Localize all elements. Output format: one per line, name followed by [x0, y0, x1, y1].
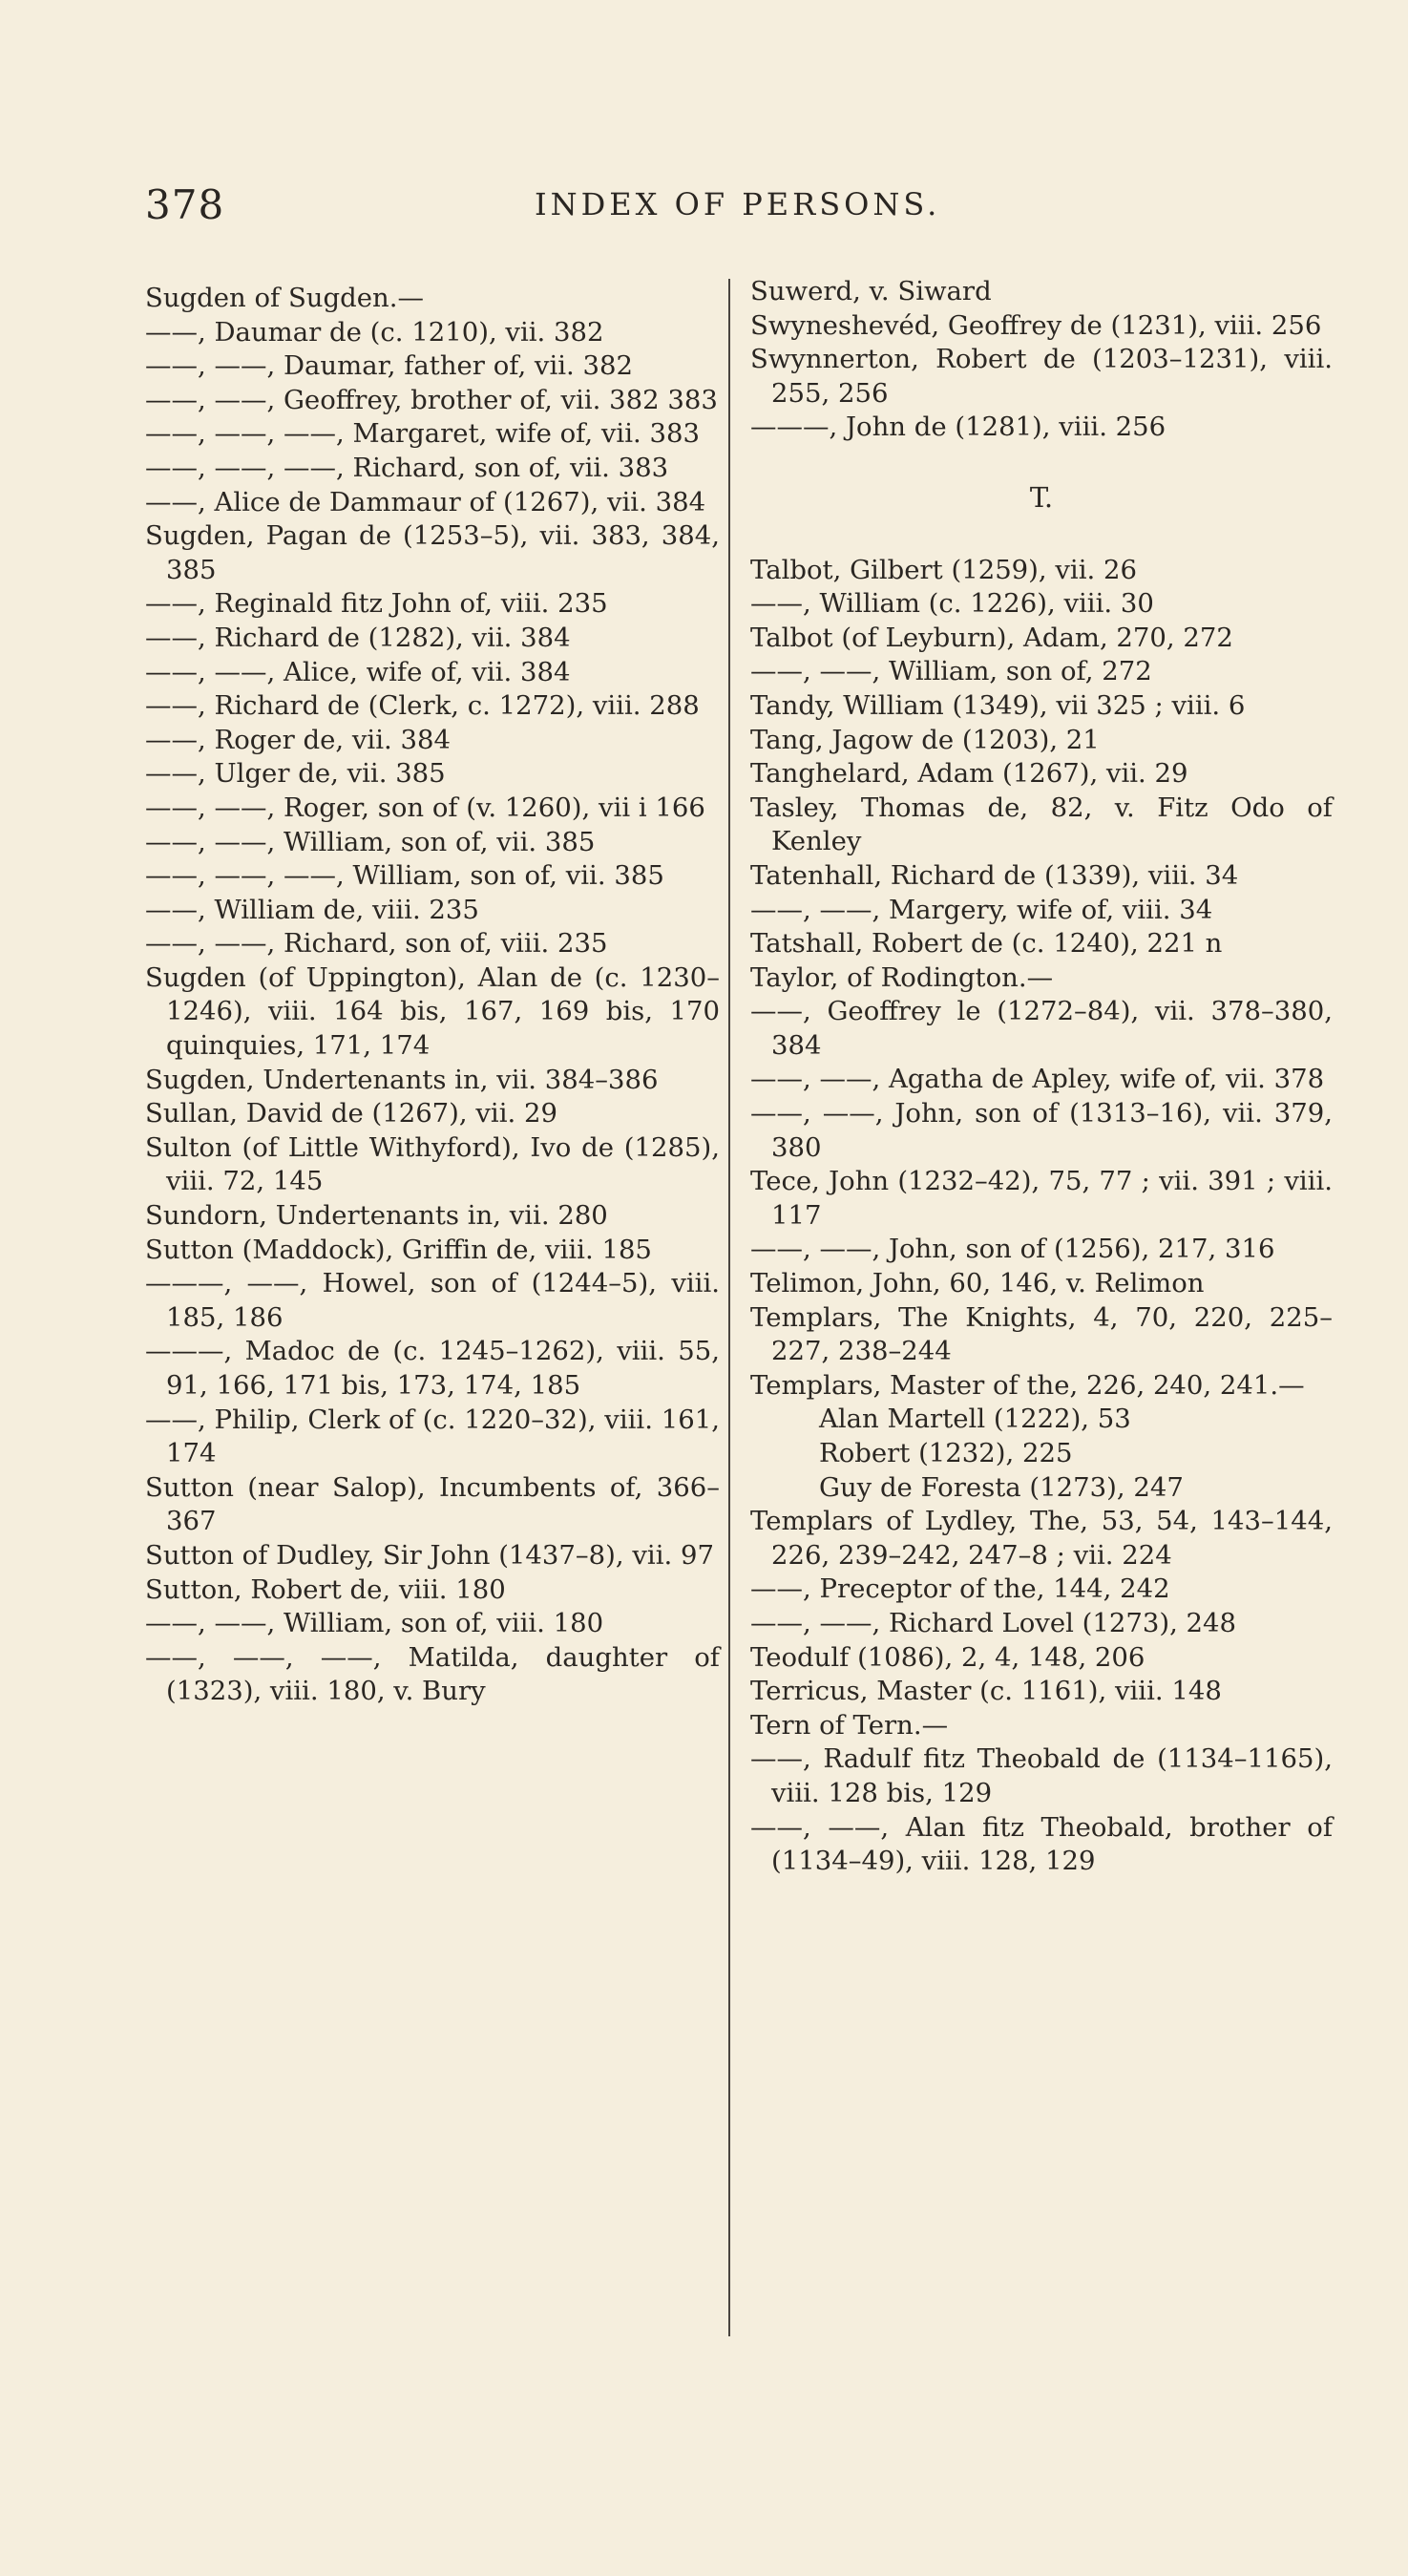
left-column — [145, 282, 720, 1709]
index-entry: Talbot, Gilbert (1259), vii. 26 — [750, 554, 1137, 585]
index-entry: Sundorn, Undertenants in, vii. 280 — [145, 1200, 608, 1232]
index-entry: Templars of Lydley, The, 53, 54, 143–144, 226, 239–242, 247–8 ; vii. 224 — [750, 1506, 1333, 1571]
right-column — [750, 275, 1333, 1879]
index-entry: ———, John de (1281), viii. 256 — [750, 412, 1166, 443]
index-entry: ——, Daumar de (c. 1210), vii. 382 — [145, 316, 604, 348]
index-entry: ——, ——, William, son of, vii. 385 — [145, 826, 596, 857]
index-entry: Templars, Master of the, 226, 240, 241.— — [750, 1369, 1305, 1401]
index-entry: Sulton (of Little Withyford), Ivo de (1285), viii. 72, 145 — [145, 1131, 720, 1197]
index-entry: ——, ——, ——, William, son of, vii. 385 — [145, 860, 664, 892]
index-entry: ——, Roger de, vii. 384 — [145, 724, 451, 755]
index-entry: Terricus, Master (c. 1161), viii. 148 — [750, 1676, 1222, 1707]
index-entry: Sugden, Pagan de (1253–5), vii. 383, 384, 385 — [145, 520, 720, 585]
column-divider — [728, 279, 730, 2336]
index-entry: Sullan, David de (1267), vii. 29 — [145, 1098, 557, 1130]
index-entry: ——, ——, Alan fitz Theobald, brother of (1134–49), viii. 128, 129 — [750, 1811, 1333, 1877]
index-entry: Tatshall, Robert de (c. 1240), 221 n — [750, 928, 1223, 960]
index-entry: ——, William de, viii. 235 — [145, 894, 479, 925]
index-entry: Tang, Jagow de (1203), 21 — [750, 724, 1100, 755]
index-entry: ——, ——, Roger, son of (v. 1260), vii i 166 — [145, 792, 705, 823]
index-entry: ——, ——, Richard, son of, viii. 235 — [145, 928, 608, 960]
index-entry: ——, ——, Daumar, father of, vii. 382 — [145, 350, 634, 382]
index-entry: Robert (1232), 225 — [819, 1438, 1073, 1468]
index-entry: ——, ——, ——, Matilda, daughter of (1323), viii. 180, v. Bury — [145, 1641, 720, 1707]
index-entry: ——, ——, Geoffrey, brother of, vii. 382 383 — [145, 384, 718, 415]
index-entry: Telimon, John, 60, 146, v. Relimon — [750, 1268, 1205, 1299]
index-entry: ——, Preceptor of the, 144, 242 — [750, 1573, 1170, 1605]
index-entry: ——, Alice de Dammaur of (1267), vii. 384 — [145, 486, 706, 517]
page-number: 378 — [145, 181, 225, 228]
index-entry: ———, ——, Howel, son of (1244–5), viii. 185, 186 — [145, 1268, 720, 1333]
index-entry: Swyneshevéd, Geoffrey de (1231), viii. 256 — [750, 309, 1322, 341]
index-entry: Sutton (Maddock), Griffin de, viii. 185 — [145, 1234, 652, 1265]
index-entry: Sutton of Dudley, Sir John (1437–8), vii. 97 — [145, 1539, 714, 1571]
index-entry: Tandy, William (1349), vii 325 ; viii. 6 — [750, 689, 1246, 721]
index-entry: Tece, John (1232–42), 75, 77 ; vii. 391 ; viii. 117 — [750, 1166, 1333, 1231]
index-entry: ——, William (c. 1226), viii. 30 — [750, 588, 1154, 620]
index-entry: Swynnerton, Robert de (1203–1231), viii. 255, 256 — [750, 344, 1333, 409]
index-entry: Tern of Tern.— — [750, 1709, 949, 1741]
index-entry: Taylor, of Rodington.— — [750, 961, 1054, 993]
index-entry: ——, ——, John, son of (1256), 217, 316 — [750, 1234, 1275, 1265]
index-entry: Templars, The Knights, 4, 70, 220, 225–227, 238–244 — [750, 1301, 1333, 1367]
index-entry: Guy de Foresta (1273), 247 — [819, 1471, 1184, 1503]
index-entry: ——, ——, William, son of, 272 — [750, 656, 1152, 687]
running-head: INDEX OF PERSONS. — [535, 186, 941, 222]
index-entry: ——, Richard de (Clerk, c. 1272), viii. 288 — [145, 690, 700, 722]
index-entry: ——, Radulf fitz Theobald de (1134–1165), viii. 128 bis, 129 — [750, 1743, 1333, 1808]
index-entry: Sutton (near Salop), Incumbents of, 366–367 — [145, 1471, 720, 1537]
index-entry: ———, Madoc de (c. 1245–1262), viii. 55, 91, 166, 171 bis, 173, 174, 185 — [145, 1336, 720, 1401]
index-entry: Tatenhall, Richard de (1339), viii. 34 — [750, 859, 1239, 891]
index-entry: Tanghelard, Adam (1267), vii. 29 — [750, 758, 1188, 790]
index-entry: ——, ——, Richard Lovel (1273), 248 — [750, 1607, 1237, 1638]
index-entry: ——, Reginald fitz John of, viii. 235 — [145, 588, 608, 620]
index-entry: ——, ——, Agatha de Apley, wife of, vii. 378 — [750, 1064, 1325, 1095]
index-entry: Teodulf (1086), 2, 4, 148, 206 — [750, 1641, 1145, 1673]
index-entry: Sugden, Undertenants in, vii. 384–386 — [145, 1064, 659, 1095]
index-entry: Sutton, Robert de, viii. 180 — [145, 1573, 506, 1605]
index-entry: Sugden of Sugden.— — [145, 283, 424, 313]
index-entry: ——, Geoffrey le (1272–84), vii. 378–380, 384 — [750, 996, 1333, 1061]
index-entry: ——, ——, ——, Margaret, wife of, vii. 383 — [145, 418, 700, 450]
index-entry: ——, Philip, Clerk of (c. 1220–32), viii. 161, 174 — [145, 1404, 720, 1469]
index-entry: ——, ——, ——, Richard, son of, vii. 383 — [145, 452, 669, 483]
index-entry: ——, Richard de (1282), vii. 384 — [145, 622, 571, 653]
index-entry: ——, ——, John, son of (1313–16), vii. 379, 380 — [750, 1098, 1333, 1163]
section-letter: T. — [1029, 480, 1054, 514]
index-entry: Suwerd, v. Siward — [750, 276, 992, 306]
index-entry: ——, ——, Margery, wife of, viii. 34 — [750, 894, 1213, 925]
index-entry: Talbot (of Leyburn), Adam, 270, 272 — [750, 622, 1233, 653]
index-entry: Tasley, Thomas de, 82, v. Fitz Odo of Kenley — [750, 792, 1333, 857]
index-entry: Alan Martell (1222), 53 — [819, 1404, 1131, 1435]
index-entry: Sugden (of Uppington), Alan de (c. 1230–1246), viii. 164 bis, 167, 169 bis, 170 quinquies, 171, 174 — [145, 961, 720, 1062]
index-entry: ——, ——, Alice, wife of, vii. 384 — [145, 656, 571, 687]
index-entry: ——, Ulger de, vii. 385 — [145, 758, 446, 790]
index-entry: ——, ——, William, son of, viii. 180 — [145, 1608, 604, 1639]
